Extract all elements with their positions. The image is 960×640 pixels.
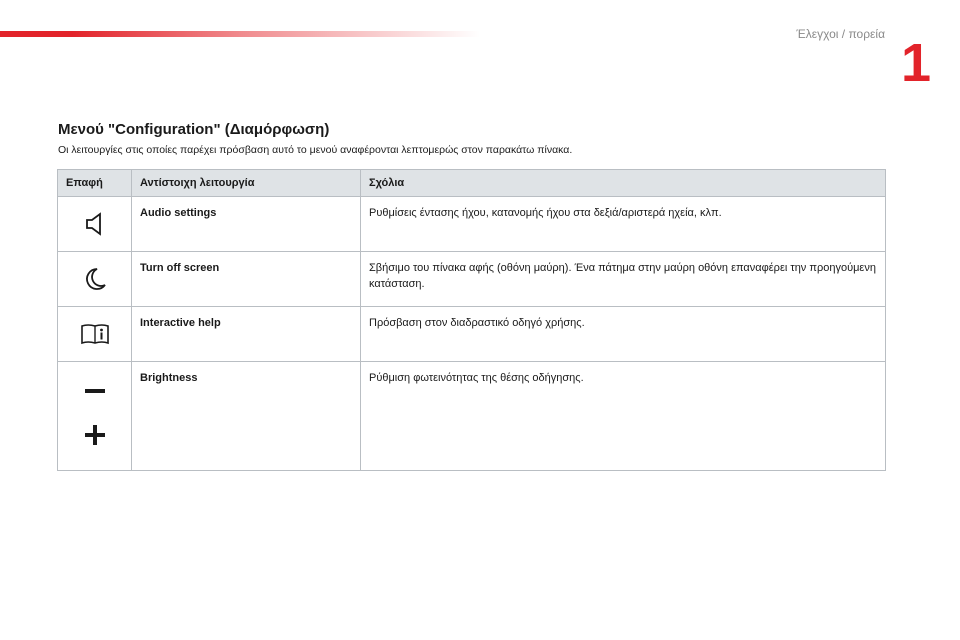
function-name: Audio settings — [132, 197, 361, 252]
book-info-icon[interactable] — [80, 323, 110, 345]
moon-icon[interactable] — [83, 267, 107, 291]
header-contact: Επαφή — [58, 170, 132, 197]
icon-cell — [58, 307, 132, 362]
function-name: Turn off screen — [132, 252, 361, 307]
chapter-number: 1 — [900, 33, 931, 93]
table-row — [58, 252, 886, 307]
icon-cell — [58, 362, 132, 471]
speaker-icon[interactable] — [85, 212, 105, 236]
top-accent-bar — [0, 31, 480, 37]
table-row — [58, 362, 886, 471]
icon-cell — [58, 252, 132, 307]
section-intro: Οι λειτουργίες στις οποίες παρέχει πρόσβαση αυτό το μενού αναφέρονται λεπτομερώς στον παρακάτω πίνακα. — [58, 144, 573, 156]
table-row — [58, 197, 886, 252]
plus-icon[interactable] — [85, 425, 105, 445]
function-comment: Ρύθμιση φωτεινότητας της θέσης οδήγησης. — [361, 362, 886, 471]
header-function: Αντίστοιχη λειτουργία — [132, 170, 361, 197]
function-comment: Πρόσβαση στον διαδραστικό οδηγό χρήσης. — [361, 307, 886, 362]
function-name: Brightness — [132, 362, 361, 471]
function-comment: Ρυθμίσεις έντασης ήχου, κατανομής ήχου στα δεξιά/αριστερά ηχεία, κλπ. — [361, 197, 886, 252]
section-title: Μενού "Configuration" (Διαμόρφωση) — [58, 121, 330, 138]
table-header-row — [58, 170, 886, 197]
function-comment: Σβήσιμο του πίνακα αφής (οθόνη μαύρη). Ένα πάτημα στην μαύρη οθόνη επαναφέρει την προηγούμενη κατάσταση. — [361, 252, 886, 307]
function-name: Interactive help — [132, 307, 361, 362]
minus-icon[interactable] — [85, 387, 105, 395]
function-table — [57, 169, 886, 471]
table-row — [58, 307, 886, 362]
header-comments: Σχόλια — [361, 170, 886, 197]
chapter-title: Έλεγχοι / πορεία — [796, 27, 885, 41]
icon-cell — [58, 197, 132, 252]
